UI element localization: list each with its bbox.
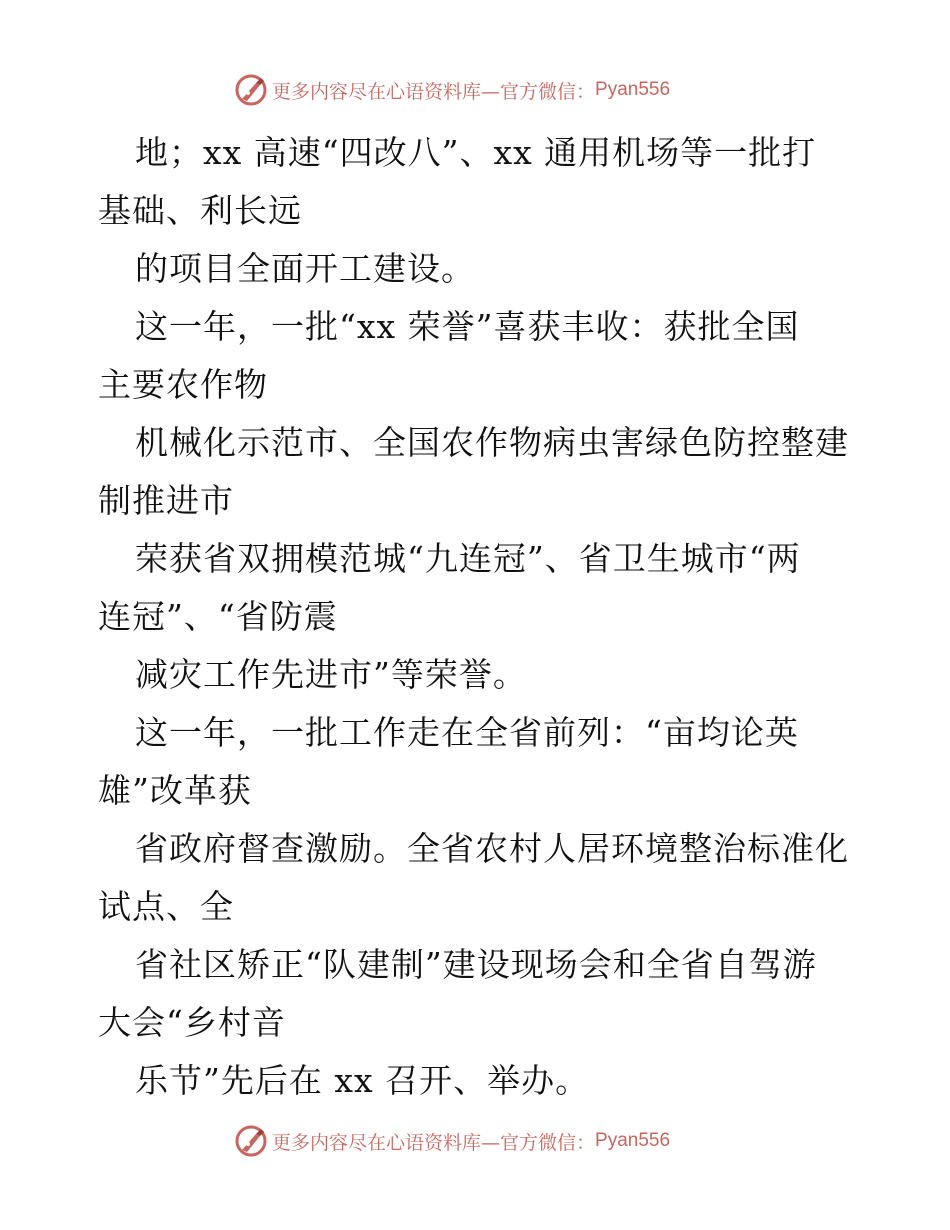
footer-banner <box>234 1124 670 1158</box>
text-line: 机械化示范市、全国农作物病虫害绿色防控整建 <box>135 423 849 462</box>
pen-logo-icon <box>234 73 268 107</box>
text-line: 这一年，一批“xx 荣誉”喜获丰收：获批全国 <box>135 307 800 346</box>
text-line: 荣获省双拥模范城“九连冠”、省卫生城市“两 <box>135 539 801 578</box>
text-line: 减灾工作先进市”等荣誉。 <box>135 655 527 694</box>
banner-wechat-label: 官方微信： <box>500 80 596 103</box>
text-line: 大会“乡村音 <box>98 1003 286 1042</box>
text-line: 雄”改革获 <box>98 771 252 810</box>
text-line: 省政府督查激励。全省农村人居环境整治标准化 <box>135 829 849 868</box>
text-line: 地；xx 高速“四改八”、xx 通用机场等一批打 <box>135 133 817 172</box>
text-line: 制推进市 <box>98 481 234 520</box>
text-line: 乐节”先后在 xx 召开、举办。 <box>135 1061 590 1100</box>
banner-wechat-id: Pyan556 <box>595 1130 671 1151</box>
body-text <box>98 124 858 1110</box>
text-line: 这一年，一批工作走在全省前列：“亩均论英 <box>135 713 799 752</box>
banner-text: 更多内容尽在心语资料库— <box>272 1131 501 1154</box>
text-line: 主要农作物 <box>98 365 268 404</box>
banner-wechat-label: 官方微信： <box>500 1131 596 1154</box>
banner-wechat-id: Pyan556 <box>595 79 671 100</box>
header-banner <box>234 73 670 107</box>
banner-text: 更多内容尽在心语资料库— <box>272 80 501 103</box>
text-line: 基础、利长远 <box>98 191 302 230</box>
text-line: 的项目全面开工建设。 <box>135 249 475 288</box>
pen-logo-icon <box>234 1124 268 1158</box>
text-line: 省社区矫正“队建制”建设现场会和全省自驾游 <box>135 945 817 984</box>
text-line: 连冠”、“省防震 <box>98 597 338 636</box>
text-line: 试点、全 <box>98 887 234 926</box>
